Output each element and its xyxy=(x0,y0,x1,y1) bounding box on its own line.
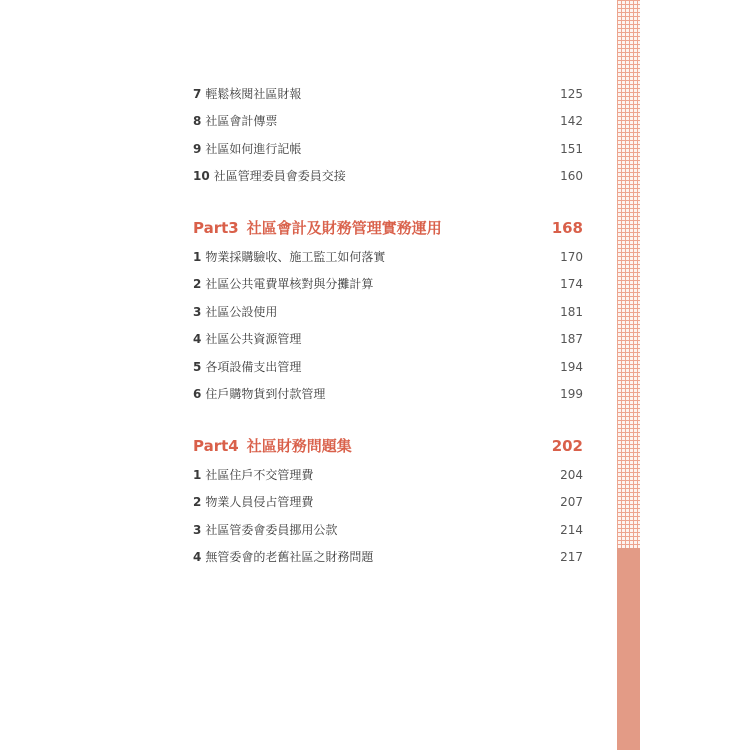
part-page: 202 xyxy=(551,437,583,455)
entry-page: 174 xyxy=(560,277,583,291)
part-heading-4[interactable] xyxy=(193,436,583,456)
toc-entry[interactable] xyxy=(193,304,583,320)
entry-page: 217 xyxy=(560,550,583,564)
toc-entry[interactable] xyxy=(193,494,583,510)
section-tab-block xyxy=(617,548,640,750)
toc-entry[interactable] xyxy=(193,113,583,129)
entry-number: 1 xyxy=(193,468,202,482)
toc-entry[interactable] xyxy=(193,331,583,347)
entry-page: 142 xyxy=(560,114,583,128)
grid-pattern-strip xyxy=(617,0,640,548)
entry-page: 199 xyxy=(560,387,583,401)
entry-title: 社區管理委員會委員交接 xyxy=(213,169,346,183)
entry-title: 社區管委會委員挪用公款 xyxy=(205,523,338,537)
entry-page: 125 xyxy=(560,87,583,101)
entry-title: 各項設備支出管理 xyxy=(205,360,302,374)
toc-entry[interactable] xyxy=(193,86,583,102)
entry-number: 3 xyxy=(193,523,202,537)
entry-title: 無管委會的老舊社區之財務問題 xyxy=(205,550,374,564)
toc-entry[interactable] xyxy=(193,168,583,184)
entry-page: 214 xyxy=(560,523,583,537)
entry-number: 7 xyxy=(193,87,202,101)
toc-entry[interactable] xyxy=(193,522,583,538)
entry-title: 社區公共資源管理 xyxy=(205,332,302,346)
entry-title: 物業人員侵占管理費 xyxy=(205,495,314,509)
entry-title: 社區會計傳票 xyxy=(205,114,278,128)
part-title: 社區財務問題集 xyxy=(246,437,352,455)
part-label: Part3 xyxy=(193,219,239,237)
entry-title: 社區公設使用 xyxy=(205,305,278,319)
entry-page: 151 xyxy=(560,142,583,156)
entry-number: 5 xyxy=(193,360,202,374)
entry-number: 8 xyxy=(193,114,202,128)
toc-entry[interactable] xyxy=(193,549,583,565)
entry-number: 4 xyxy=(193,332,202,346)
entry-page: 187 xyxy=(560,332,583,346)
entry-title: 住戶購物貨到付款管理 xyxy=(205,387,326,401)
toc-entry[interactable] xyxy=(193,359,583,375)
entry-title: 物業採購驗收、施工監工如何落實 xyxy=(205,250,386,264)
entry-page: 181 xyxy=(560,305,583,319)
part-title: 社區會計及財務管理實務運用 xyxy=(246,219,442,237)
entry-page: 194 xyxy=(560,360,583,374)
toc-entry[interactable] xyxy=(193,467,583,483)
entry-page: 170 xyxy=(560,250,583,264)
entry-number: 2 xyxy=(193,277,202,291)
part-page: 168 xyxy=(551,219,583,237)
toc-entry[interactable] xyxy=(193,386,583,402)
entry-page: 204 xyxy=(560,468,583,482)
toc-entry[interactable] xyxy=(193,249,583,265)
entry-number: 6 xyxy=(193,387,202,401)
entry-number: 9 xyxy=(193,142,202,156)
entry-number: 3 xyxy=(193,305,202,319)
entry-number: 10 xyxy=(193,169,210,183)
toc-entry[interactable] xyxy=(193,276,583,292)
part-label: Part4 xyxy=(193,437,239,455)
part-heading-3[interactable] xyxy=(193,218,583,238)
entry-title: 社區公共電費單核對與分攤計算 xyxy=(205,277,374,291)
entry-number: 1 xyxy=(193,250,202,264)
entry-number: 4 xyxy=(193,550,202,564)
entry-page: 207 xyxy=(560,495,583,509)
entry-number: 2 xyxy=(193,495,202,509)
toc-entry[interactable] xyxy=(193,141,583,157)
entry-page: 160 xyxy=(560,169,583,183)
entry-title: 社區住戶不交管理費 xyxy=(205,468,314,482)
entry-title: 輕鬆核閱社區財報 xyxy=(205,87,302,101)
entry-title: 社區如何進行記帳 xyxy=(205,142,302,156)
